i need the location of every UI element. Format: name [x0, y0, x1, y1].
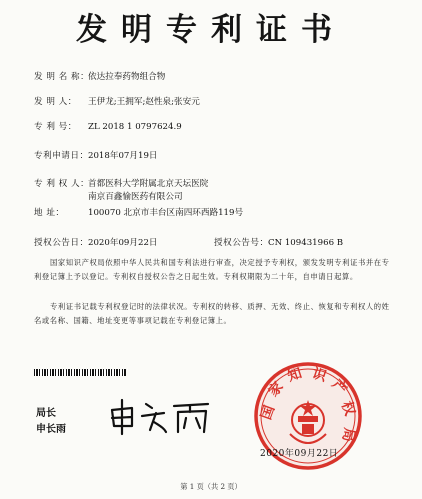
- handwritten-signature: [104, 396, 224, 436]
- filing-date-value: 2018年07月19日: [88, 151, 158, 161]
- invention-name-value: 依达拉奉药物组合物: [88, 72, 166, 82]
- statement-paragraph-1: 国家知识产权局依照中华人民共和国专利法进行审查，决定授予专利权，颁发发明专利证书并在专利登记簿上予以登记。专利权自授权公告之日起生效。专利权期限为二十年，自申请日起算。: [34, 258, 390, 281]
- statement-paragraph-2: 专利证书记载专利权登记时的法律状况。专利权的转移、质押、无效、终止、恢复和专利权人的姓名或名称、国籍、地址变更等事项记载在专利登记簿上。: [34, 302, 390, 325]
- page-footer: 第 1 页（共 2 页）: [180, 482, 242, 491]
- patent-number-row: [34, 122, 182, 133]
- patentee-1: 首都医科大学附属北京天坛医院: [88, 179, 209, 189]
- grant-number-row: [214, 238, 343, 249]
- patent-number-value: ZL 2018 1 0797624.9: [88, 122, 182, 132]
- address-label: 地 址：: [34, 208, 65, 218]
- inventors-label: 发 明 人：: [34, 97, 77, 107]
- patentees-label: 专 利 权 人：: [34, 179, 90, 189]
- address-row: [34, 208, 243, 219]
- barcode: [34, 369, 126, 376]
- signature-title: 局长: [36, 408, 56, 419]
- grant-date-value: 2020年09月22日: [88, 238, 158, 248]
- svg-text:产: 产: [328, 376, 350, 398]
- inventors-value: 王伊龙;王拥军;赵性泉;张安元: [88, 97, 200, 107]
- svg-text:局: 局: [338, 426, 358, 443]
- svg-text:识: 识: [310, 365, 329, 385]
- patentee-2: 南京百鑫愉医药有限公司: [88, 192, 183, 202]
- grant-number-label: 授权公告号：: [214, 238, 269, 248]
- grant-date-label: 授权公告日：: [34, 238, 89, 248]
- certificate-title: 发明专利证书: [76, 12, 346, 48]
- filing-date-label: 专利申请日：: [34, 151, 89, 161]
- inventors-row: [34, 97, 200, 108]
- patentees-row: [34, 178, 208, 204]
- svg-text:知: 知: [285, 365, 304, 385]
- patent-number-label: 专 利 号：: [34, 122, 77, 132]
- grant-date-row: [34, 238, 158, 249]
- address-value: 100070 北京市丰台区南四环西路119号: [88, 208, 244, 218]
- filing-date-row: [34, 151, 158, 162]
- svg-text:权: 权: [337, 399, 358, 418]
- grant-number-value: CN 109431966 B: [268, 238, 344, 248]
- issue-date: 2020年09月22日: [260, 449, 339, 459]
- invention-name-row: [34, 72, 165, 83]
- invention-name-label: 发 明 名 称：: [34, 72, 90, 82]
- svg-text:国: 国: [258, 403, 279, 422]
- signature-name: 申长雨: [36, 424, 66, 435]
- svg-text:家: 家: [265, 378, 287, 400]
